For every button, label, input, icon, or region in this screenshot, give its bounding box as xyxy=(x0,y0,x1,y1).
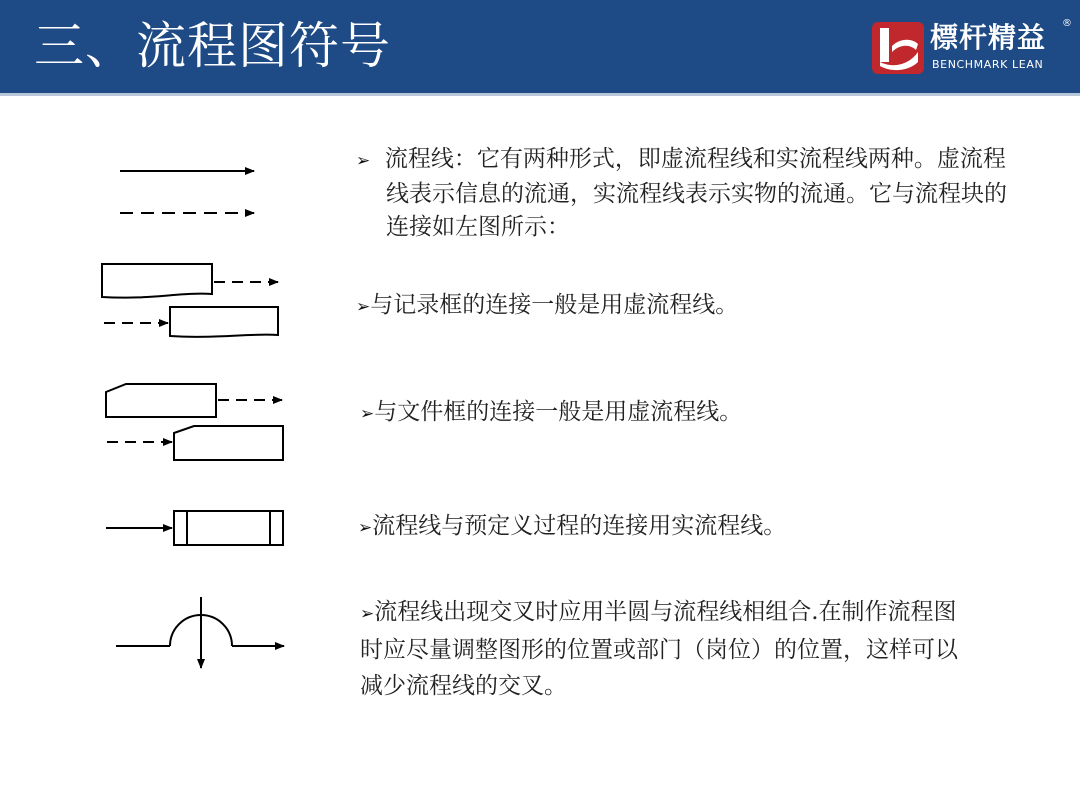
record-box-text: 与记录框的连接一般是用虚流程线。 xyxy=(370,292,739,318)
document-box-bottom xyxy=(174,426,283,460)
logo-subtitle: BENCHMARK LEAN xyxy=(932,58,1044,71)
predefined-process-box xyxy=(174,511,283,545)
document-box-top xyxy=(106,384,216,417)
document-box-symbol xyxy=(106,384,283,460)
registered-mark: ® xyxy=(1062,18,1072,29)
flow-lines-symbol xyxy=(120,171,254,213)
paragraph-document-box xyxy=(360,396,1000,431)
crossing-lines-text: 流程线出现交叉时应用半圆与流程线相组合.在制作流程图时应尽量调整图形的位置或部门（岗位）的位置，这样可以减少流程线的交叉。 xyxy=(360,599,958,699)
record-box-bottom xyxy=(170,307,278,337)
bullet-arrow-icon: ➢ xyxy=(358,518,373,538)
paragraph-predefined-process xyxy=(358,510,998,545)
bullet-arrow-icon: ➢ xyxy=(356,297,371,317)
logo-name: 標杆精益 xyxy=(930,21,1047,54)
predefined-process-symbol xyxy=(106,511,283,545)
record-box-symbol xyxy=(102,264,278,337)
paragraph-record-box xyxy=(356,289,996,324)
record-box-top xyxy=(102,264,212,298)
page-title: 三、流程图符号 xyxy=(34,17,391,75)
predefined-process-text: 流程线与预定义过程的连接用实流程线。 xyxy=(372,513,787,539)
document-box-text: 与文件框的连接一般是用虚流程线。 xyxy=(374,399,743,425)
bullet-arrow-icon: ➢ xyxy=(356,151,371,171)
paragraph-crossing-lines xyxy=(360,594,960,704)
bullet-arrow-icon: ➢ xyxy=(360,604,375,624)
paragraph-flow-lines xyxy=(356,143,1016,244)
crossing-lines-symbol xyxy=(116,597,284,668)
bullet-arrow-icon: ➢ xyxy=(360,404,375,424)
flow-lines-text: 流程线：它有两种形式，即虚流程线和实流程线两种。虚流程线表示信息的流通，实流程线表示实物的流通。它与流程块的连接如左图所示： xyxy=(384,146,1007,240)
